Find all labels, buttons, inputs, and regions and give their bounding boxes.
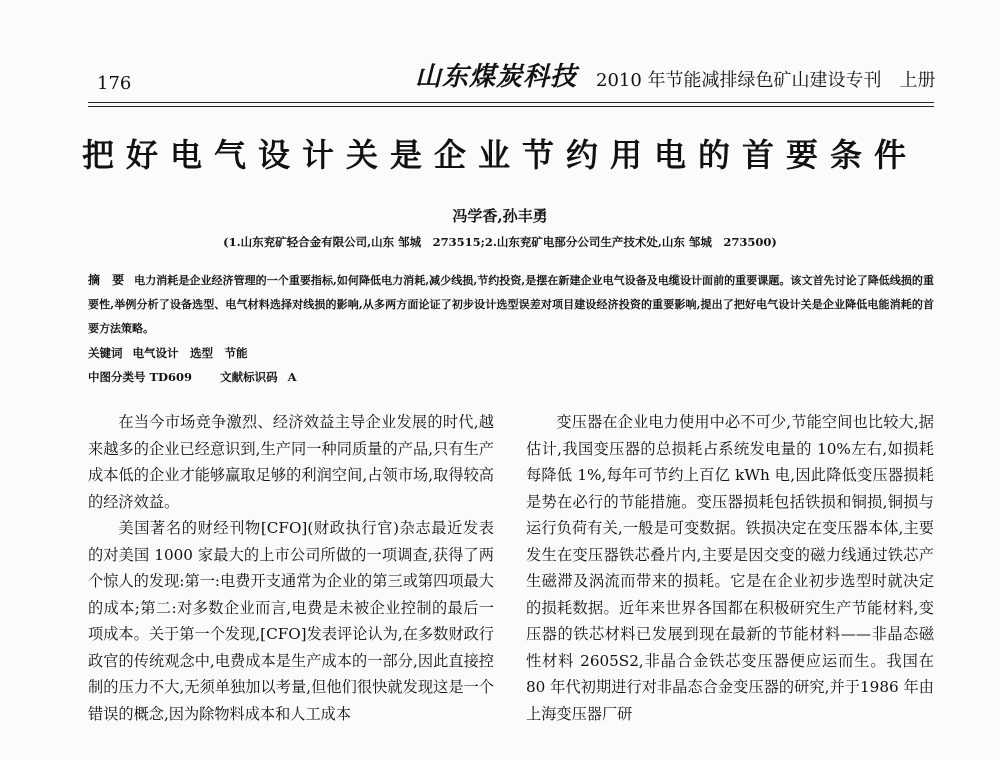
article-title: 把好电气设计关是企业节约用电的首要条件 — [81, 136, 918, 174]
keywords-label: 关键词 — [88, 346, 123, 360]
page-number: 176 — [97, 73, 132, 94]
journal-logo: 山东煤炭科技 — [415, 62, 578, 92]
abstract — [88, 268, 934, 341]
keywords-text: 电气设计 选型 节能 — [132, 346, 248, 360]
classification-line — [88, 369, 297, 385]
body-right-column — [526, 409, 934, 727]
keywords — [88, 345, 248, 361]
header-rule-secondary — [88, 106, 934, 107]
doc-code-label: 文献标识码 — [220, 370, 278, 384]
paragraph: 变压器在企业电力使用中必不可少,节能空间也比较大,据估计,我国变压器的总损耗占系统发电量的 10%左右,如损耗每降低 1%,每年可节约上百亿 kWh 电,因此降低变压器损耗是势在必行的节能措施。变压器损耗包括铁损和铜损,铜损与运行负荷有关,一般是可变数据。铁损决定在变压器本体,主要发生在变压器铁芯叠片内,主要是因交变的磁力线通过铁芯产生磁滞及涡流而带来的损耗。它是在企业初步选型时就决定的损耗数据。近年来世界各国都在积极研究生产节能材料,变压器的铁芯材料已发展到现在最新的节能材料——非晶态磁性材料 2605S2,非晶合金铁芯变压器便应运而生。我国在 80 年代初期进行对非晶态合金变压器的研究,并于1986 年由上海变压器厂研 — [526, 413, 934, 723]
body-left-column — [88, 409, 494, 727]
affiliation: (1.山东兖矿轻合金有限公司,山东 邹城 273515;2.山东兖矿电郚分公司生产技术处,山东 邹城 273500) — [223, 235, 777, 249]
header-rule — [88, 102, 934, 103]
paragraph: 在当今市场竞争激烈、经济效益主导企业发展的时代,越来越多的企业已经意识到,生产同一种同质量的产品,只有生产成本低的企业才能够赢取足够的利润空间,占领市场,取得较高的经济效益。 — [88, 413, 494, 511]
issue-title: 2010 年节能减排绿色矿山建设专刊 上册 — [596, 70, 936, 91]
authors: 冯学香,孙丰勇 — [452, 207, 548, 225]
clc-label: 中图分类号 TD609 — [88, 370, 193, 384]
abstract-text: 电力消耗是企业经济管理的一个重要指标,如何降低电力消耗,减少线损,节约投资,是摆在新建企业电气设备及电缆设计面前的重要课题。该文首先讨论了降低线损的重要性,举例分析了设备选型、电气材料选择对线损的影响,从多两方面论证了初步设计选型误差对项目建设经济投资的重要影响,提出了把好电气设计关是企业降低电能消耗的首要方法策略。 — [88, 274, 934, 335]
paragraph: 美国著名的财经刊物[CFO](财政执行官)杂志最近发表的对美国 1000 家最大的上市公司所做的一项调查,获得了两个惊人的发现:第一:电费开支通常为企业的第三或第四项最大的成本;第二:对多数企业而言,电费是未被企业控制的最后一项成本。关于第一个发现,[CFO]发表评论认为,在多数财政行政官的传统观念中,电费成本是生产成本的一部分,因此直接控制的压力不大,无须单独加以考量,但他们很快就发现这是一个错误的概念,因为除物料成本和人工成本 — [88, 519, 494, 723]
doc-code: A — [287, 370, 297, 384]
abstract-label: 摘 要 — [88, 273, 125, 287]
